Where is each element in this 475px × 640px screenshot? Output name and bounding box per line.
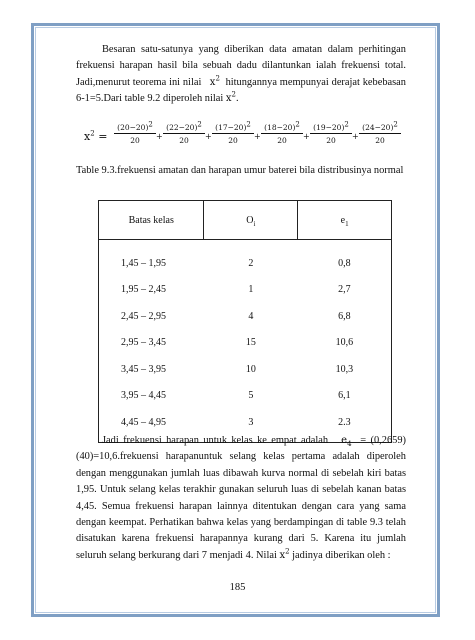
frequency-table <box>98 200 392 443</box>
table-row: 1,95 – 2,45 1 2,7 <box>121 284 351 296</box>
para1-text-b: hitungannya mempunyai derajat kebebasan 6-1=5.Dari table 9.2 diperoleh nilai <box>76 76 406 104</box>
para2-text-c: jadinya diberikan oleh : <box>292 549 391 561</box>
paragraph-1: Besaran satu-satunya yang diberikan data amatan dalam perhitingan frekuensi harapan hasil bila sebuah dadu dilantunkan ialah frekuensi total. Jadi,menurut teorema ini nilai $x^2$ hitungannya mempunyai derajat kebebasan 6-1=5.Dari table 9.2 diperoleh nilai $x^2$. <box>76 44 406 104</box>
header-observed: $O_i$ <box>204 201 298 240</box>
para1-text-a: Besaran satu-satunya yang diberikan data amatan dalam perhitingan frekuensi harapan hasil bila sebuah dadu dilantunkan ialah frekuensi total. Jadi,menurut teorema ini nilai <box>76 44 406 88</box>
fraction-term: $\frac{(22-20)^2}{20}$ <box>163 123 205 145</box>
plus-sign: + <box>254 132 261 141</box>
header-batas-kelas: Batas kelas <box>99 201 204 240</box>
fraction-term: $\frac{(19-20)^2}{20}$ <box>310 123 352 145</box>
para2-text-b: (0,2659)(40)=10,6.frekuensi harapanuntuk selang kelas pertama adalah diperoleh dengan menggunakan jumlah luas dibawah kurva normal di sebelah kiri batas 1,95. Untuk selang kelas terakhir gunakan seluruh luas di sebelah kanan batas 4,45. Semua frekuensi harapan lainnya ditentukan dengan cara yang sama dengan keempat. Perhatikan bahwa kelas yang berdampingan di table 9.3 telah disatukan karena frekuensi harapannya kurang dari 5. Karena itu jumlah seluruh selang berkurang dari 7 menjadi 4. Nilai <box>76 435 406 561</box>
chi-square-formula <box>84 120 404 153</box>
table-row: 4,45 – 4,95 3 2.3 <box>121 416 351 428</box>
fraction-term: $\frac{(17-20)^2}{20}$ <box>212 123 254 145</box>
table-header-row <box>99 201 392 240</box>
table-row: 2,95 – 3,45 15 10,6 <box>121 337 354 349</box>
plus-sign: + <box>303 132 310 141</box>
chi-symbol: $x^2$ <box>225 90 236 104</box>
table-caption: Table 9.3.frekuensi amatan dan harapan umur baterei bila distribusinya normal <box>76 165 404 176</box>
plus-sign: + <box>156 132 163 141</box>
plus-sign: + <box>205 132 212 141</box>
e4-symbol: $e_4$ <box>341 435 352 448</box>
table-row: 1,45 – 1,95 2 0,8 <box>121 257 351 269</box>
plus-sign: + <box>352 132 359 141</box>
fraction-term: $\frac{(20-20)^2}{20}$ <box>114 123 156 145</box>
table-row: 2,45 – 2,95 4 6,8 <box>121 310 351 322</box>
fraction-term: $\frac{(18-20)^2}{20}$ <box>261 123 303 145</box>
page-number: 185 <box>229 582 246 593</box>
header-expected: $e_1$ <box>298 201 392 240</box>
table-row: 3,95 – 4,45 5 6,1 <box>121 390 351 402</box>
chi-symbol: $x^2$ <box>279 547 290 561</box>
formula-lhs: $x^2$ = <box>84 129 108 143</box>
table-row: 3,45 – 3,95 10 10,3 <box>121 363 354 375</box>
chi-symbol: $x^2$ <box>209 74 220 88</box>
para2-text-a: Jadi frekuensi harapan untuk kelas ke empat adalah <box>102 435 329 446</box>
paragraph-2: Jadi frekuensi harapan untuk kelas ke empat adalah $e_4$ = (0,2659)(40)=10,6.frekuensi harapanuntuk selang kelas pertama adalah diperoleh dengan menggunakan jumlah luas dibawah kurva normal di sebelah kiri batas 1,95. Untuk selang kelas terakhir gunakan seluruh luas di sebelah kanan batas 4,45. Semua frekuensi harapan lainnya ditentukan dengan cara yang sama dengan keempat. Perhatikan bahwa kelas yang berdampingan di table 9.3 telah disatukan karena frekuensi harapannya kurang dari 5. Karena itu jumlah seluruh selang berkurang dari 7 menjadi 4. Nilai $x^2$ jadinya diberikan oleh : <box>76 435 406 561</box>
fraction-term: $\frac{(24-20)^2}{20}$ <box>359 123 401 145</box>
